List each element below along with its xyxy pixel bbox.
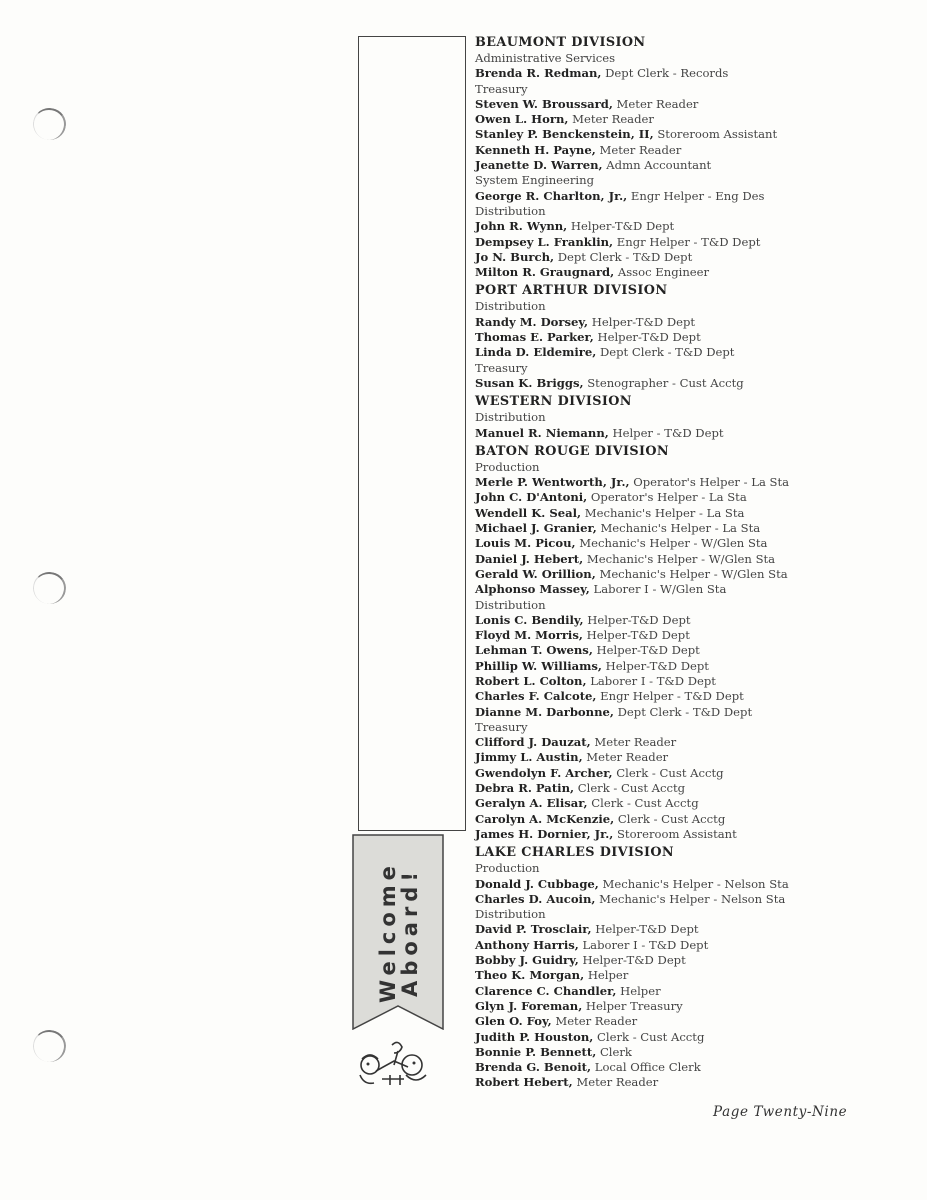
department-heading: Distribution (475, 203, 546, 218)
employee-title: Meter Reader (576, 1075, 659, 1090)
employee-entry (475, 490, 915, 505)
employee-title: Operator's Helper - La Sta (590, 490, 747, 505)
new-employee-list (475, 35, 915, 1091)
employee-title: Engr Helper - Eng Des (630, 188, 765, 203)
employee-title: Helper-T&D Dept (570, 219, 675, 234)
employee-entry (475, 521, 915, 536)
employee-title: Operator's Helper - La Sta (633, 475, 790, 490)
employee-name: Lonis C. Bendily, (475, 612, 584, 627)
employee-name: Milton R. Graugnard, (475, 265, 615, 280)
employee-name: Stanley P. Benckenstein, II, (475, 127, 654, 142)
employee-title: Meter Reader (572, 112, 654, 127)
mascot-illustration (352, 1035, 432, 1091)
employee-entry (475, 330, 915, 345)
employee-entry (475, 1030, 915, 1045)
employee-title: Helper-T&D Dept (591, 314, 696, 329)
employee-name: Thomas E. Parker, (475, 330, 594, 345)
employee-title: Engr Helper - T&D Dept (600, 689, 744, 704)
employee-name: Jo N. Burch, (475, 249, 555, 264)
department-heading: Treasury (475, 81, 528, 96)
employee-title: Dept Clerk - T&D Dept (617, 704, 753, 719)
employee-title: Dept Clerk - T&D Dept (557, 249, 693, 264)
employee-entry (475, 235, 915, 250)
employee-name: Merle P. Wentworth, Jr., (475, 475, 630, 490)
employee-title: Mechanic's Helper - W/Glen Sta (599, 566, 788, 581)
employee-entry (475, 250, 915, 265)
employee-entry (475, 705, 915, 720)
employee-title: Meter Reader (555, 1014, 638, 1029)
employee-title: Clerk - Cust Acctg (597, 1029, 705, 1044)
employee-entry (475, 127, 915, 142)
employee-name: Phillip W. Williams, (475, 658, 602, 673)
employee-entry (475, 892, 915, 907)
employee-name: Brenda R. Redman, (475, 66, 602, 81)
employee-entry (475, 219, 915, 234)
employee-entry (475, 922, 915, 937)
employee-name: Bonnie P. Bennett, (475, 1044, 597, 1059)
employee-name: Susan K. Briggs, (475, 375, 584, 390)
employee-name: Robert L. Colton, (475, 673, 587, 688)
employee-entry (475, 97, 915, 112)
employee-title: Laborer I - W/Glen Sta (593, 582, 727, 597)
employee-name: Linda D. Eldemire, (475, 345, 597, 360)
employee-entry (475, 112, 915, 127)
employee-title: Helper-T&D Dept (597, 330, 701, 345)
employee-name: Louis M. Picou, (475, 536, 576, 551)
employee-name: Glyn J. Foreman, (475, 998, 583, 1013)
employee-name: Dempsey L. Franklin, (475, 234, 614, 249)
employee-name: Robert Hebert, (475, 1075, 573, 1090)
employee-entry (475, 674, 915, 689)
employee-title: Laborer I - T&D Dept (590, 673, 716, 688)
employee-entry (475, 536, 915, 551)
employee-entry (475, 659, 915, 674)
employee-entry (475, 567, 915, 582)
employee-name: Alphonso Massey, (475, 582, 590, 597)
employee-title: Mechanic's Helper - W/Glen Sta (579, 536, 768, 551)
employee-name: Gwendolyn F. Archer, (475, 765, 613, 780)
employee-entry (475, 158, 915, 173)
employee-title: Dept Clerk - T&D Dept (599, 345, 735, 360)
employee-entry (475, 827, 915, 842)
employee-entry (475, 143, 915, 158)
employee-title: Assoc Engineer (617, 265, 710, 280)
department-heading: Distribution (475, 907, 546, 922)
employee-title: Clerk - Cust Acctg (577, 781, 686, 796)
employee-name: Owen L. Horn, (475, 112, 569, 127)
employee-title: Helper-T&D Dept (605, 658, 709, 673)
employee-name: Donald J. Cubbage, (475, 876, 599, 891)
employee-entry (475, 1045, 915, 1060)
division-heading: LAKE CHARLES DIVISION (475, 845, 675, 861)
department-heading: Distribution (475, 299, 546, 314)
employee-entry (475, 812, 915, 827)
banner-text (377, 837, 421, 1027)
employee-name: Michael J. Granier, (475, 521, 597, 536)
employee-title: Mechanic's Helper - Nelson Sta (602, 876, 789, 891)
employee-name: Judith P. Houston, (475, 1029, 594, 1044)
employee-entry (475, 66, 915, 81)
employee-title: Dept Clerk - Records (605, 66, 729, 81)
employee-name: Randy M. Dorsey, (475, 314, 589, 329)
employee-title: Storeroom Assistant (616, 826, 737, 841)
employee-title: Helper - T&D Dept (612, 425, 724, 440)
welcome-banner (352, 834, 444, 1030)
employee-entry (475, 781, 915, 796)
employee-title: Mechanic's Helper - La Sta (600, 521, 761, 536)
employee-name: Floyd M. Morris, (475, 628, 583, 643)
employee-title: Helper-T&D Dept (596, 643, 700, 658)
employee-title: Clerk - Cust Acctg (591, 796, 699, 811)
employee-entry (475, 506, 915, 521)
employee-name: John R. Wynn, (475, 219, 568, 234)
employee-title: Storeroom Assistant (657, 127, 778, 142)
employee-name: Anthony Harris, (475, 937, 579, 952)
employee-title: Meter Reader (586, 750, 669, 765)
employee-entry (475, 796, 915, 811)
employee-name: Theo K. Morgan, (475, 968, 585, 983)
department-heading: System Engineering (475, 173, 595, 188)
binder-hole (30, 105, 68, 142)
employee-entry (475, 426, 915, 441)
employee-name: Debra R. Patin, (475, 781, 575, 796)
employee-entry (475, 999, 915, 1014)
employee-entry (475, 475, 915, 490)
employee-title: Helper-T&D Dept (587, 612, 691, 627)
employee-title: Helper-T&D Dept (595, 922, 699, 937)
binder-hole (30, 1027, 68, 1064)
employee-name: Lehman T. Owens, (475, 643, 593, 658)
employee-name: Dianne M. Darbonne, (475, 704, 614, 719)
employee-entry (475, 582, 915, 597)
employee-title: Helper-T&D Dept (586, 628, 690, 643)
employee-entry (475, 265, 915, 280)
employee-entry (475, 345, 915, 360)
department-heading: Treasury (475, 360, 528, 375)
department-heading: Administrative Services (475, 51, 616, 65)
employee-name: Jeanette D. Warren, (475, 158, 603, 173)
employee-name: Manuel R. Niemann, (475, 425, 609, 440)
employee-entry (475, 376, 915, 391)
employee-title: Meter Reader (599, 142, 682, 157)
department-heading: Production (475, 459, 540, 474)
employee-entry (475, 689, 915, 704)
employee-entry (475, 628, 915, 643)
employee-title: Admn Accountant (606, 158, 712, 173)
employee-entry (475, 735, 915, 750)
employee-title: Stenographer - Cust Acctg (587, 375, 744, 390)
employee-entry (475, 552, 915, 567)
employee-entry (475, 877, 915, 892)
employee-title: Mechanic's Helper - La Sta (584, 505, 745, 520)
employee-title: Clerk - Cust Acctg (617, 811, 726, 826)
employee-entry (475, 315, 915, 330)
employee-entry (475, 613, 915, 628)
employee-title: Helper (587, 968, 629, 983)
employee-title: Mechanic's Helper - Nelson Sta (599, 891, 786, 906)
employee-name: John C. D'Antoni, (475, 490, 588, 505)
department-heading: Distribution (475, 597, 546, 612)
employee-title: Local Office Clerk (594, 1060, 701, 1075)
employee-title: Helper Treasury (585, 998, 683, 1013)
employee-title: Mechanic's Helper - W/Glen Sta (586, 551, 776, 566)
employee-entry (475, 938, 915, 953)
employee-name: Glen O. Foy, (475, 1014, 552, 1029)
page-number: Page Twenty-Nine (713, 1104, 848, 1120)
employee-name: Charles D. Aucoin, (475, 891, 596, 906)
employee-name: Carolyn A. McKenzie, (475, 811, 615, 826)
division-heading: BATON ROUGE DIVISION (475, 443, 670, 459)
employee-title: Clerk (599, 1044, 632, 1059)
employee-name: Bobby J. Guidry, (475, 953, 579, 968)
employee-entry (475, 984, 915, 999)
department-heading: Treasury (475, 719, 528, 734)
employee-name: Charles F. Calcote, (475, 689, 597, 704)
banner-line-2: Aboard! (398, 867, 422, 997)
sidebar-box (358, 36, 466, 831)
employee-entry (475, 1075, 915, 1090)
employee-entry (475, 953, 915, 968)
employee-title: Engr Helper - T&D Dept (616, 234, 761, 249)
employee-name: Gerald W. Orillion, (475, 566, 596, 581)
division-heading: WESTERN DIVISION (475, 394, 632, 410)
employee-name: Jimmy L. Austin, (475, 750, 583, 765)
employee-name: Geralyn A. Elisar, (475, 796, 588, 811)
employee-title: Clerk - Cust Acctg (616, 765, 724, 780)
division-heading: BEAUMONT DIVISION (475, 35, 646, 50)
employee-entry (475, 766, 915, 781)
employee-name: Daniel J. Hebert, (475, 551, 584, 566)
binder-hole (30, 569, 68, 606)
employee-entry (475, 643, 915, 658)
employee-entry (475, 1060, 915, 1075)
employee-name: Clifford J. Dauzat, (475, 735, 591, 750)
employee-title: Meter Reader (594, 735, 677, 750)
employee-name: James H. Dornier, Jr., (475, 826, 614, 841)
employee-name: David P. Trosclair, (475, 922, 592, 937)
employee-name: Steven W. Broussard, (475, 96, 613, 111)
employee-name: George R. Charlton, Jr., (475, 188, 628, 203)
employee-entry (475, 189, 915, 204)
employee-name: Brenda G. Benoit, (475, 1060, 592, 1075)
employee-title: Laborer I - T&D Dept (582, 937, 709, 952)
department-heading: Production (475, 861, 540, 876)
employee-title: Helper-T&D Dept (582, 953, 686, 968)
employee-name: Clarence C. Chandler, (475, 983, 617, 998)
employee-title: Meter Reader (616, 96, 699, 111)
employee-entry (475, 750, 915, 765)
department-heading: Distribution (475, 410, 546, 425)
employee-title: Helper (620, 983, 661, 998)
employee-entry (475, 968, 915, 983)
banner-line-1: Welcome (376, 861, 400, 1003)
employee-entry (475, 1014, 915, 1029)
division-heading: PORT ARTHUR DIVISION (475, 283, 668, 299)
employee-name: Wendell K. Seal, (475, 505, 582, 520)
employee-name: Kenneth H. Payne, (475, 142, 596, 157)
